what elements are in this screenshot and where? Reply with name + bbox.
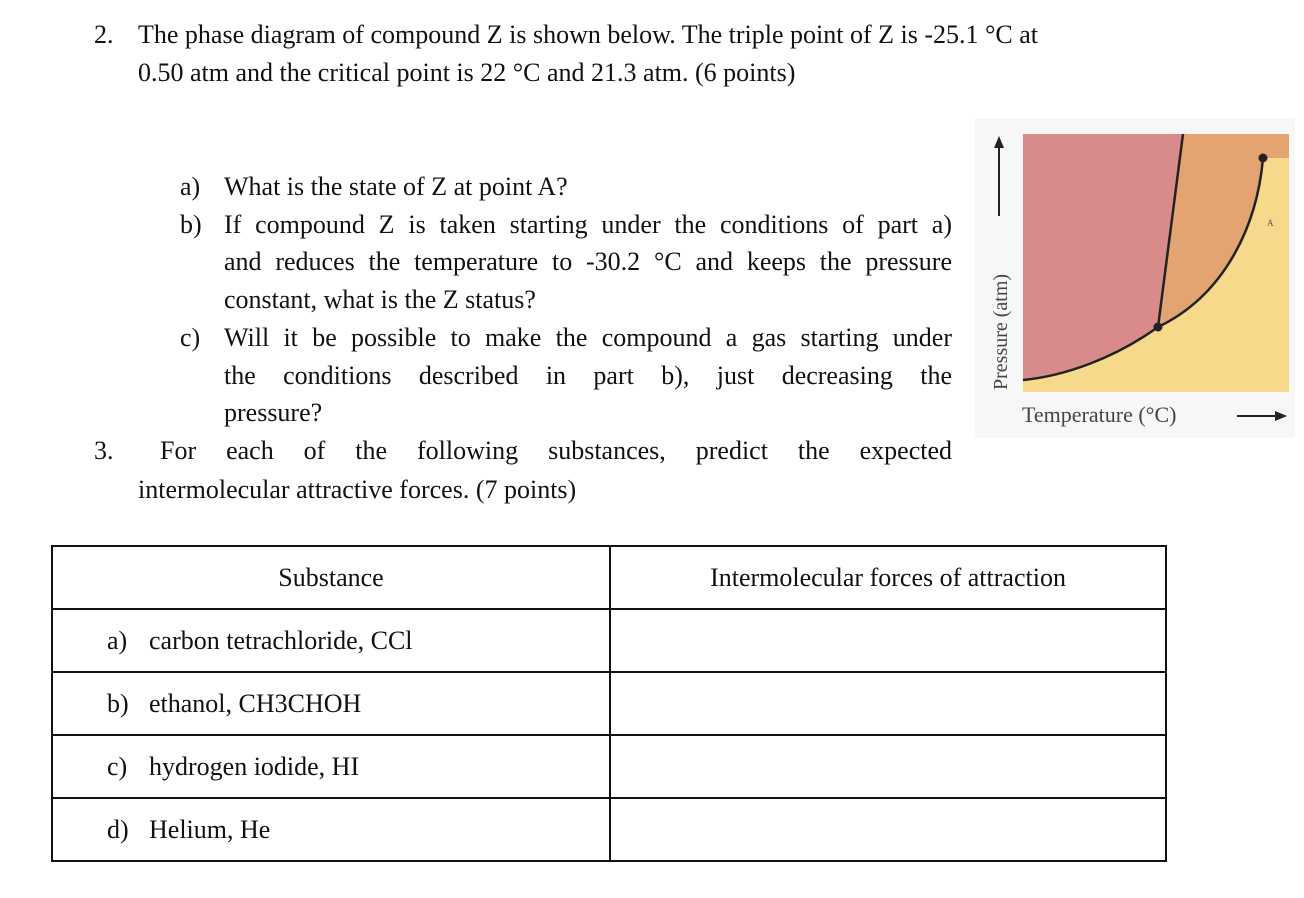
substance-cell [52, 609, 610, 672]
table-row [52, 609, 1166, 672]
part-c-label: c) [180, 323, 201, 352]
phase-diagram [975, 118, 1295, 438]
question-2-text-line1: The phase diagram of compound Z is shown below. The triple point of Z is -25.1 °C at [138, 20, 1039, 49]
row-label: b) [107, 688, 129, 718]
substance-name: hydrogen iodide, HI [149, 751, 360, 781]
substance-name: carbon tetrachloride, CCl [149, 625, 413, 655]
answer-cell[interactable] [610, 609, 1166, 672]
row-label: c) [107, 751, 128, 781]
triple-point-marker [1154, 323, 1163, 332]
header-forces: Intermolecular forces of attraction [610, 546, 1166, 609]
header-substance: Substance [52, 546, 610, 609]
answer-cell[interactable] [610, 672, 1166, 735]
table-row [52, 798, 1166, 861]
row-label: d) [107, 814, 129, 844]
answer-cell[interactable] [610, 735, 1166, 798]
part-b-label: b) [180, 210, 202, 239]
part-b-text-line1: If compound Z is taken starting under the conditions of part a) [224, 210, 952, 239]
intermolecular-forces-table [51, 545, 1167, 862]
part-a-text: What is the state of Z at point A? [224, 172, 568, 201]
question-3-number: 3. [94, 436, 114, 465]
row-label: a) [107, 625, 128, 655]
answer-cell[interactable] [610, 798, 1166, 861]
y-axis-label: Pressure (atm) [990, 273, 1012, 390]
substance-name: Helium, He [149, 814, 271, 844]
part-c-text-line3: pressure? [224, 398, 323, 427]
part-b-text-line2: and reduces the temperature to -30.2 °C and keeps the pressure [224, 247, 952, 276]
part-c-text-line1: Will it be possible to make the compound a gas starting under [224, 323, 952, 352]
x-axis-label: Temperature (°C) [1022, 402, 1177, 427]
question-3-text-line2: intermolecular attractive forces. (7 points) [138, 475, 577, 504]
part-a-label: a) [180, 172, 201, 201]
question-2-number: 2. [94, 20, 114, 49]
point-a-label: A [1267, 218, 1274, 228]
critical-point-marker [1259, 154, 1268, 163]
table-row [52, 735, 1166, 798]
part-c-text-line2: the conditions described in part b), just decreasing the [224, 361, 952, 390]
substance-cell [52, 798, 610, 861]
substance-cell [52, 735, 610, 798]
substance-cell [52, 672, 610, 735]
question-2-text-line2: 0.50 atm and the critical point is 22 °C and 21.3 atm. (6 points) [138, 58, 796, 87]
part-b-text-line3: constant, what is the Z status? [224, 285, 536, 314]
table-row [52, 672, 1166, 735]
substance-name: ethanol, CH3CHOH [149, 688, 362, 718]
table-header-row [52, 546, 1166, 609]
question-3-text-line1: For each of the following substances, predict the expected [160, 436, 952, 465]
